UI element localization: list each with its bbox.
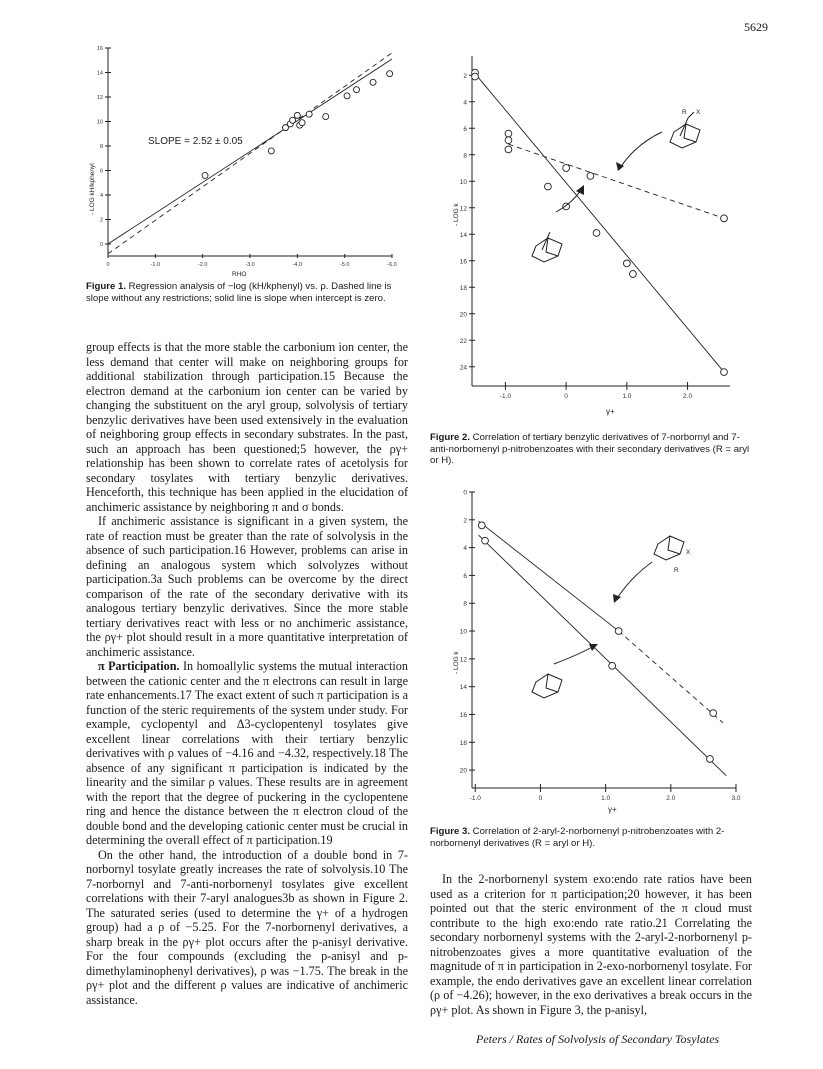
figure3-exo-point xyxy=(478,522,485,529)
figure1-ylabel: - LOG kH/kphenyl xyxy=(89,163,96,215)
figure3-x-tick-label: 2.0 xyxy=(666,795,676,802)
figure1-caption-label: Figure 1. xyxy=(86,281,126,292)
figure2-y-tick-label: 22 xyxy=(459,337,467,345)
figure2-norbornyl-point xyxy=(545,183,552,190)
figure3-caption xyxy=(430,826,752,849)
figure3-endo-point xyxy=(707,756,714,763)
figure1-x-tick-label: 0 xyxy=(106,262,110,268)
figure2-axes xyxy=(460,56,730,400)
figure1-xlabel: RHO xyxy=(232,271,247,278)
figure2-struct-label-r: R xyxy=(682,109,687,116)
figure1-solid-line xyxy=(108,59,392,244)
figure3-y-tick-label: 0 xyxy=(463,489,467,497)
figure1-data-point xyxy=(370,79,376,85)
figure3-x-tick-label: 3.0 xyxy=(731,795,741,802)
figure3-x-tick-label: -1.0 xyxy=(469,795,481,802)
figure2-norbornyl-point xyxy=(623,260,630,267)
figure1-chart xyxy=(86,40,416,280)
figure3-exo-structure xyxy=(654,536,684,560)
figure3-arrow-upper-head xyxy=(613,594,621,603)
figure1-y-tick-label: 0 xyxy=(99,242,103,248)
figure2-caption-label: Figure 2. xyxy=(430,432,470,443)
figure2-norbornyl-point xyxy=(505,130,512,137)
figure2-y-tick-label: 8 xyxy=(463,152,467,160)
figure3-arrow-lower xyxy=(554,646,594,664)
figure1-axes xyxy=(97,46,397,268)
figure2-norbornyl-structure xyxy=(532,232,562,262)
figure1-y-tick-label: 6 xyxy=(99,168,103,175)
figure1-data-point xyxy=(344,93,350,99)
figure1-data-point xyxy=(299,120,305,126)
left-paragraph-3-text: In homoallylic systems the mutual interaction between the cationic center and the π electrons can result in large rate enhancements.17 The exact extent of such π participation is a function of the steric requirements of the system under study. For example, cyclopentyl and Δ3-cyclopentenyl tosylates give excellent linear correlations with their tertiary benzylic derivatives with ρ values of −4.16 and −4.32, respectively.18 The absence of any significant π participation is indicated by the linearity and the similar ρ values. These results are in agreement with the report that the degree of puckering in the cyclopentene ring and hence the distance between the π electron cloud of the double bond and the developing cationic center must be crucial in determining the overall effect of π participation.19 xyxy=(86,659,408,847)
figure3-exo-point xyxy=(710,710,717,717)
figure3-y-tick-label: 10 xyxy=(459,628,467,636)
figure2-norbornenyl-point xyxy=(563,165,570,172)
figure2-x-tick-label: 2.0 xyxy=(683,393,693,400)
figure2-norbornenyl-point xyxy=(505,146,512,153)
figure2-y-tick-label: 14 xyxy=(459,231,467,239)
figure2-y-tick-label: 16 xyxy=(459,258,467,266)
right-column xyxy=(430,872,752,1017)
figure1-points xyxy=(202,71,393,179)
figure3-caption-label: Figure 3. xyxy=(430,826,470,837)
figure1-y-tick-label: 14 xyxy=(96,70,103,77)
figure2-y-tick-label: 10 xyxy=(459,178,467,186)
figure1-x-tick-label: -5.0 xyxy=(339,262,350,268)
figure3-endo-point xyxy=(482,537,489,544)
figure2-norbornenyl-structure xyxy=(670,112,700,148)
figure1-data-point xyxy=(387,71,393,77)
figure3-endo-structure xyxy=(532,674,562,698)
figure3-caption-text: Correlation of 2-aryl-2-norbornenyl p-nitrobenzoates with 2-norbornenyl derivatives (R = aryl or H). xyxy=(430,826,725,849)
left-paragraph-4: On the other hand, the introduction of a double bond in 7-norbornyl tosylate greatly increases the rate of solvolysis.10 The 7-norbornyl and 7-anti-norbornenyl tosylates give excellent correlations with their 7-aryl analogues3b as shown in Figure 2. The saturated series (used to determine the γ+ of a hydrogen group) had a ρ of −5.25. For the 7-norbornenyl derivatives, a sharp break in the ργ+ plot occurs after the p-anisyl derivative. For the four compounds (excluding the p-anisyl and p-dimethylaminophenyl derivatives), ρ was −1.75. The break in the ργ+ plot and the different ρ values are indicative of anchimeric assistance. xyxy=(86,847,408,1007)
figure2-norbornenyl-point xyxy=(587,173,594,180)
left-paragraph-3 xyxy=(86,659,408,848)
pi-participation-heading: π Participation. xyxy=(98,659,180,673)
figure2-norbornenyl-point xyxy=(505,137,512,144)
figure1-y-tick-label: 10 xyxy=(96,119,103,126)
figure1-annotation: SLOPE = 2.52 ± 0.05 xyxy=(148,136,243,147)
figure3-y-tick-label: 4 xyxy=(463,545,467,553)
figure2-norbornyl-point xyxy=(472,73,479,80)
figure3-chart xyxy=(430,478,750,818)
figure1-caption xyxy=(86,281,408,304)
figure1-data-point xyxy=(306,111,312,117)
figure2-struct-label-x: X xyxy=(696,109,701,116)
figure2-norbornyl-point xyxy=(721,369,728,376)
figure2-y-tick-label: 18 xyxy=(459,284,467,292)
figure3-y-tick-label: 8 xyxy=(463,600,467,608)
figure3-exo-solid-line xyxy=(479,521,619,631)
figure2-ylabel: - LOG k xyxy=(453,203,460,226)
figure2-x-tick-label: 1.0 xyxy=(622,393,632,400)
figure2-caption xyxy=(430,432,752,467)
figure3-struct-label-x: X xyxy=(686,549,691,556)
figure2-x-tick-label: 0 xyxy=(564,393,568,400)
figure1-y-tick-label: 8 xyxy=(99,144,103,150)
figure2-chart xyxy=(430,40,750,420)
figure3-y-tick-label: 2 xyxy=(463,517,467,525)
figure3-axes xyxy=(460,490,741,803)
figure2-unsaturated-line xyxy=(508,144,724,218)
figure2-y-tick-label: 24 xyxy=(459,364,467,372)
running-footer: Peters / Rates of Solvolysis of Secondary Tosylates xyxy=(476,1032,720,1046)
figure3-endo-point xyxy=(609,662,616,669)
figure1-dashed-line xyxy=(108,53,392,254)
figure2-norbornyl-point xyxy=(593,230,600,237)
figure3-x-tick-label: 1.0 xyxy=(601,795,611,802)
figure3-y-tick-label: 18 xyxy=(459,739,467,747)
figure2-norbornenyl-point xyxy=(721,215,728,222)
figure2-caption-text: Correlation of tertiary benzylic derivatives of 7-norbornyl and 7-anti-norbornenyl p-nitrobenzoates with their secondary derivatives (R = aryl or H). xyxy=(430,432,750,466)
page-number: 5629 xyxy=(744,20,768,34)
figure1-y-tick-label: 4 xyxy=(99,193,103,199)
figure2-arrow-upper xyxy=(620,132,662,168)
figure3-y-tick-label: 14 xyxy=(459,684,467,692)
figure3-ylabel: - LOG k xyxy=(453,651,460,674)
figure1-x-tick-label: -2.0 xyxy=(197,262,208,268)
left-column xyxy=(86,340,408,1007)
figure1-x-tick-label: -1.0 xyxy=(150,262,161,268)
figure1-data-point xyxy=(290,117,296,123)
left-paragraph-2: If anchimeric assistance is significant in a given system, the rate of reaction must be greater than the rate of solvolysis in the absence of such participation.16 However, problems can arise in defining an analogous system which solvolyzes without participation.3a Such problems can be overcome by the direct comparison of the rate of the secondary derivative with its analogous tertiary benzylic derivatives. Since the more stable tertiary derivatives react with less or no anchimeric assistance, the ργ+ plot should result in a more quantitative interpretation of anchimeric assistance. xyxy=(86,514,408,659)
figure2-y-tick-label: 2 xyxy=(463,72,467,80)
figure1-x-tick-label: -3.0 xyxy=(245,262,255,268)
figure3-y-tick-label: 12 xyxy=(459,656,467,664)
figure1-y-tick-label: 2 xyxy=(99,217,103,224)
figure3-arrow-upper xyxy=(616,562,652,600)
figure3-y-tick-label: 6 xyxy=(463,572,467,580)
figure2-x-tick-label: -1.0 xyxy=(499,393,511,400)
left-paragraph-1: group effects is that the more stable the carbonium ion center, the less demand that center will make on neighboring groups for additional stabilization through participation.15 Because the electron demand at the carbonium ion center can be varied by changing the substituent on the aryl group, solvolysis of tertiary benzylic derivatives have been used extensively in the evaluation of neighboring group effects in secondary substrates. In the past, such an approach has been questioned;5 however, the ργ+ relationship has been shown to correlate rates of acetolysis for secondary tosylates with tertiary benzylic derivatives. Henceforth, this technique has been applied in the elucidation of anchimeric assistance by neighboring π and σ bonds. xyxy=(86,340,408,514)
figure1-data-point xyxy=(354,87,360,93)
figure3-struct-label-r: R xyxy=(674,567,679,574)
figure2-y-tick-label: 6 xyxy=(463,125,467,133)
figure3-x-tick-label: 0 xyxy=(538,795,543,802)
figure2-norbornyl-point xyxy=(630,271,637,278)
figure1-caption-text: Regression analysis of −log (kH/kphenyl) vs. ρ. Dashed line is slope without any restrictions; solid line is slope when intercept is zero. xyxy=(86,281,392,304)
figure1-data-point xyxy=(202,172,208,178)
figure1-data-point xyxy=(268,148,274,154)
figure1-data-point xyxy=(294,112,300,118)
figure3-exo-dashed-line xyxy=(619,631,723,723)
figure1-data-point xyxy=(323,114,329,120)
figure3-endo-line xyxy=(479,535,727,776)
figure2-y-tick-label: 12 xyxy=(459,205,467,213)
figure2-xlabel: γ+ xyxy=(606,407,615,416)
right-paragraph-1: In the 2-norbornenyl system exo:endo rate ratios have been used as a criterion for π participation;20 however, it has been pointed out that the steric environment of the π cloud must contribute to the high exo:endo rate ratio.21 Correlating the secondary norbornenyl systems with the 2-aryl-2-norbornenyl p-nitrobenzoates gives a more quantitative evaluation of the magnitude of π in participation in 2-exo-norbornenyl tosylate. For example, the endo derivatives gave an excellent linear correlation (ρ of −4.26); however, in the exo derivatives a break occurs in the ργ+ plot. As shown in Figure 3, the p-anisyl, xyxy=(430,872,752,1017)
figure3-xlabel: γ+ xyxy=(608,805,617,814)
figure3-lines xyxy=(479,521,727,775)
figure3-y-tick-label: 20 xyxy=(459,767,467,775)
figure1-lines xyxy=(108,53,392,254)
figure1-y-tick-label: 16 xyxy=(96,46,103,52)
figure3-exo-point xyxy=(615,628,622,635)
figure1-x-tick-label: -4.0 xyxy=(292,262,303,268)
figure1-y-tick-label: 12 xyxy=(96,95,103,101)
figure2-y-tick-label: 20 xyxy=(459,311,467,319)
figure1-x-tick-label: -6.0 xyxy=(387,262,397,268)
figure2-y-tick-label: 4 xyxy=(463,99,467,107)
figure3-points xyxy=(478,522,716,762)
figure3-y-tick-label: 16 xyxy=(459,711,467,719)
figure2-arrow-lower-head xyxy=(576,185,584,195)
